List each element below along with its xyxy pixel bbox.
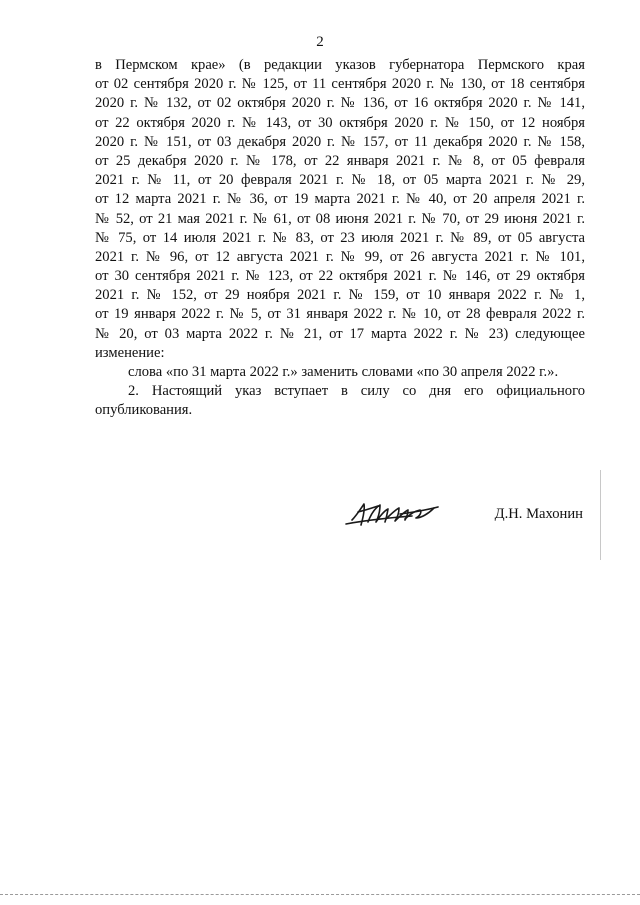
text-line: 2020 г. № 132, от 02 октября 2020 г. № 136, от 16 октября 2020 г. № 141, — [95, 95, 585, 112]
paragraph-replacement — [95, 363, 585, 382]
page-bottom-rule — [0, 894, 640, 895]
text-line: изменение: — [95, 344, 165, 361]
text-line: от 25 декабря 2020 г. № 178, от 22 января 2021 г. № 8, от 05 февраля — [95, 152, 585, 169]
text-line: № 20, от 03 марта 2022 г. № 21, от 17 марта 2022 г. № 23) следующее — [95, 325, 585, 342]
paragraph-effective-date — [95, 382, 585, 420]
text-line: слова «по 31 марта 2022 г.» заменить словами «по 30 апреля 2022 г.». — [128, 364, 559, 380]
margin-mark — [600, 470, 601, 560]
text-line: 2021 г. № 11, от 20 февраля 2021 г. № 18, от 05 марта 2021 г. № 29, — [95, 172, 585, 189]
text-line: от 19 января 2022 г. № 5, от 31 января 2022 г. № 10, от 28 февраля 2022 г. — [95, 306, 585, 323]
text-line: от 12 марта 2021 г. № 36, от 19 марта 2021 г. № 40, от 20 апреля 2021 г. — [95, 191, 585, 208]
handwritten-signature-icon — [342, 494, 442, 534]
text-line: от 02 сентября 2020 г. № 125, от 11 сентября 2020 г. № 130, от 18 сентября — [95, 76, 585, 93]
paragraph-amendment — [95, 56, 585, 363]
text-line: от 22 октября 2020 г. № 143, от 30 октября 2020 г. № 150, от 12 ноября — [95, 114, 585, 131]
text-line: № 75, от 14 июля 2021 г. № 83, от 23 июля 2021 г. № 89, от 05 августа — [95, 229, 585, 246]
text-line: 2020 г. № 151, от 03 декабря 2020 г. № 157, от 11 декабря 2020 г. № 158, — [95, 133, 585, 150]
text-line: опубликования. — [95, 402, 193, 419]
text-line: 2021 г. № 152, от 29 ноября 2021 г. № 159, от 10 января 2022 г. № 1, — [95, 287, 585, 304]
text-line: в Пермском крае» (в редакции указов губернатора Пермского края — [95, 57, 585, 73]
text-line: от 30 сентября 2021 г. № 123, от 22 октября 2021 г. № 146, от 29 октября — [95, 268, 585, 285]
page-number: 2 — [316, 34, 324, 50]
document-body — [95, 56, 585, 421]
text-line: 2021 г. № 96, от 12 августа 2021 г. № 99, от 26 августа 2021 г. № 101, — [95, 248, 585, 265]
signer-name: Д.Н. Махонин — [494, 506, 583, 522]
text-line: 2. Настоящий указ вступает в силу со дня его официального — [128, 383, 585, 400]
text-line: № 52, от 21 мая 2021 г. № 61, от 08 июня 2021 г. № 70, от 29 июня 2021 г. — [95, 210, 585, 227]
